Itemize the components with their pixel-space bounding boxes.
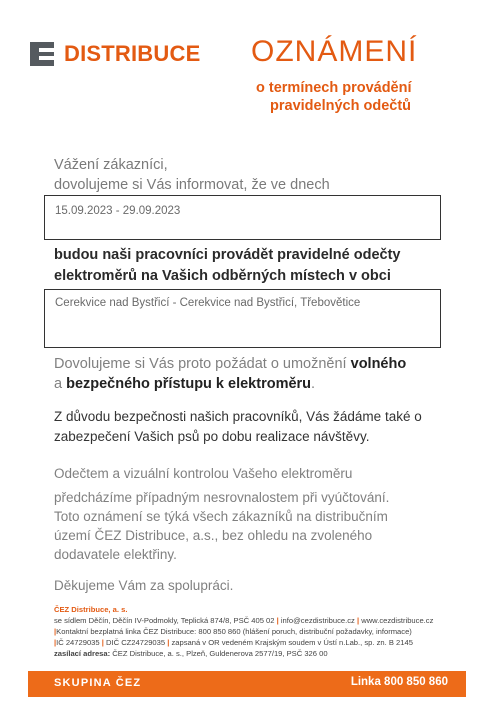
statement-line-2: elektroměrů na Vašich odběrných místech v obci [54, 268, 391, 284]
separator: | [101, 638, 104, 647]
footer-registration-line [54, 638, 413, 648]
footer-web[interactable]: www.cezdistribuce.cz [361, 616, 434, 625]
date-range: 15.09.2023 - 29.09.2023 [55, 205, 181, 217]
access-line-2 [54, 376, 315, 392]
info-line-4: území ČEZ Distribuce, a.s., bez ohledu na zvoleného [54, 528, 373, 543]
safety-line-1: Z důvodu bezpečnosti našich pracovníků, Vás žádáme také o [54, 409, 422, 424]
access-line-2-bold: bezpečného přístupu k elektroměru [66, 376, 312, 392]
footer-company: ČEZ Distribuce, a. s. [54, 605, 128, 614]
info-line-1: Odečtem a vizuální kontrolou Vašeho elektroměru [54, 466, 353, 481]
info-line-3: Toto oznámení se týká všech zákazníků na distribučním [54, 509, 388, 524]
cez-logo-icon [30, 42, 54, 66]
subtitle-line-2: pravidelných odečtů [270, 98, 412, 114]
access-line-1 [54, 356, 406, 372]
safety-line-2: zabezpečení Vašich psů po dobu realizace návštěvy. [54, 429, 370, 444]
access-line-1-text: Dovolujeme si Vás proto požádat o umožnění [54, 356, 351, 372]
date-range-box [44, 195, 441, 240]
footer-mail-line [54, 649, 328, 659]
footer-ico: IČ 24729035 [56, 638, 100, 647]
greeting: Vážení zákazníci, [54, 157, 168, 173]
separator: | [54, 627, 57, 636]
footer-dic: DIČ CZ24729035 [106, 638, 166, 647]
separator: | [356, 616, 360, 625]
locations: Cerekvice nad Bystřicí - Cerekvice nad Bystřicí, Třebovětice [55, 297, 361, 309]
locations-box [44, 289, 441, 348]
footer-hotline-line [54, 627, 412, 637]
footer-register: zapsaná v OR vedeném Krajským soudem v Ústí n.Lab., sp. zn. B 2145 [171, 638, 413, 647]
footer-address-line [54, 616, 433, 626]
footer-hotline: Kontaktní bezplatná linka ČEZ Distribuce: 800 850 860 (hlášení poruch, distribuční požadavky, informace) [56, 627, 412, 636]
access-line-2-end: . [311, 376, 316, 392]
footer-mail-address: ČEZ Distribuce, a. s., Plzeň, Guldenerova 2577/19, PSČ 326 00 [112, 649, 328, 658]
page-title: OZNÁMENÍ [251, 35, 418, 68]
separator: | [167, 638, 170, 647]
info-line-2: předcházíme případným nesrovnalostem při vyúčtování. [54, 490, 390, 505]
separator: | [54, 638, 57, 647]
access-line-2-text: a [54, 376, 67, 392]
info-line-5: dodavatele elektřiny. [54, 547, 177, 562]
band-hotline: Linka 800 850 860 [350, 676, 448, 688]
footer-mail-label: zasílací adresa: [54, 649, 111, 658]
thanks: Děkujeme Vám za spolupráci. [54, 578, 234, 593]
subtitle-line-1: o termínech provádění [256, 80, 412, 96]
footer-email[interactable]: info@cezdistribuce.cz [280, 616, 355, 625]
separator: | [276, 616, 279, 625]
brand-name: DISTRIBUCE [64, 41, 201, 66]
inform-text: dovolujeme si Vás informovat, že ve dnech [54, 177, 330, 193]
footer-address: se sídlem Děčín, Děčín IV-Podmokly, Teplická 874/8, PSČ 405 02 [54, 616, 275, 625]
band-group-name: SKUPINA ČEZ [54, 677, 142, 689]
access-line-1-bold: volného [350, 356, 407, 372]
statement-line-1: budou naši pracovníci provádět pravidelné odečty [54, 247, 401, 263]
